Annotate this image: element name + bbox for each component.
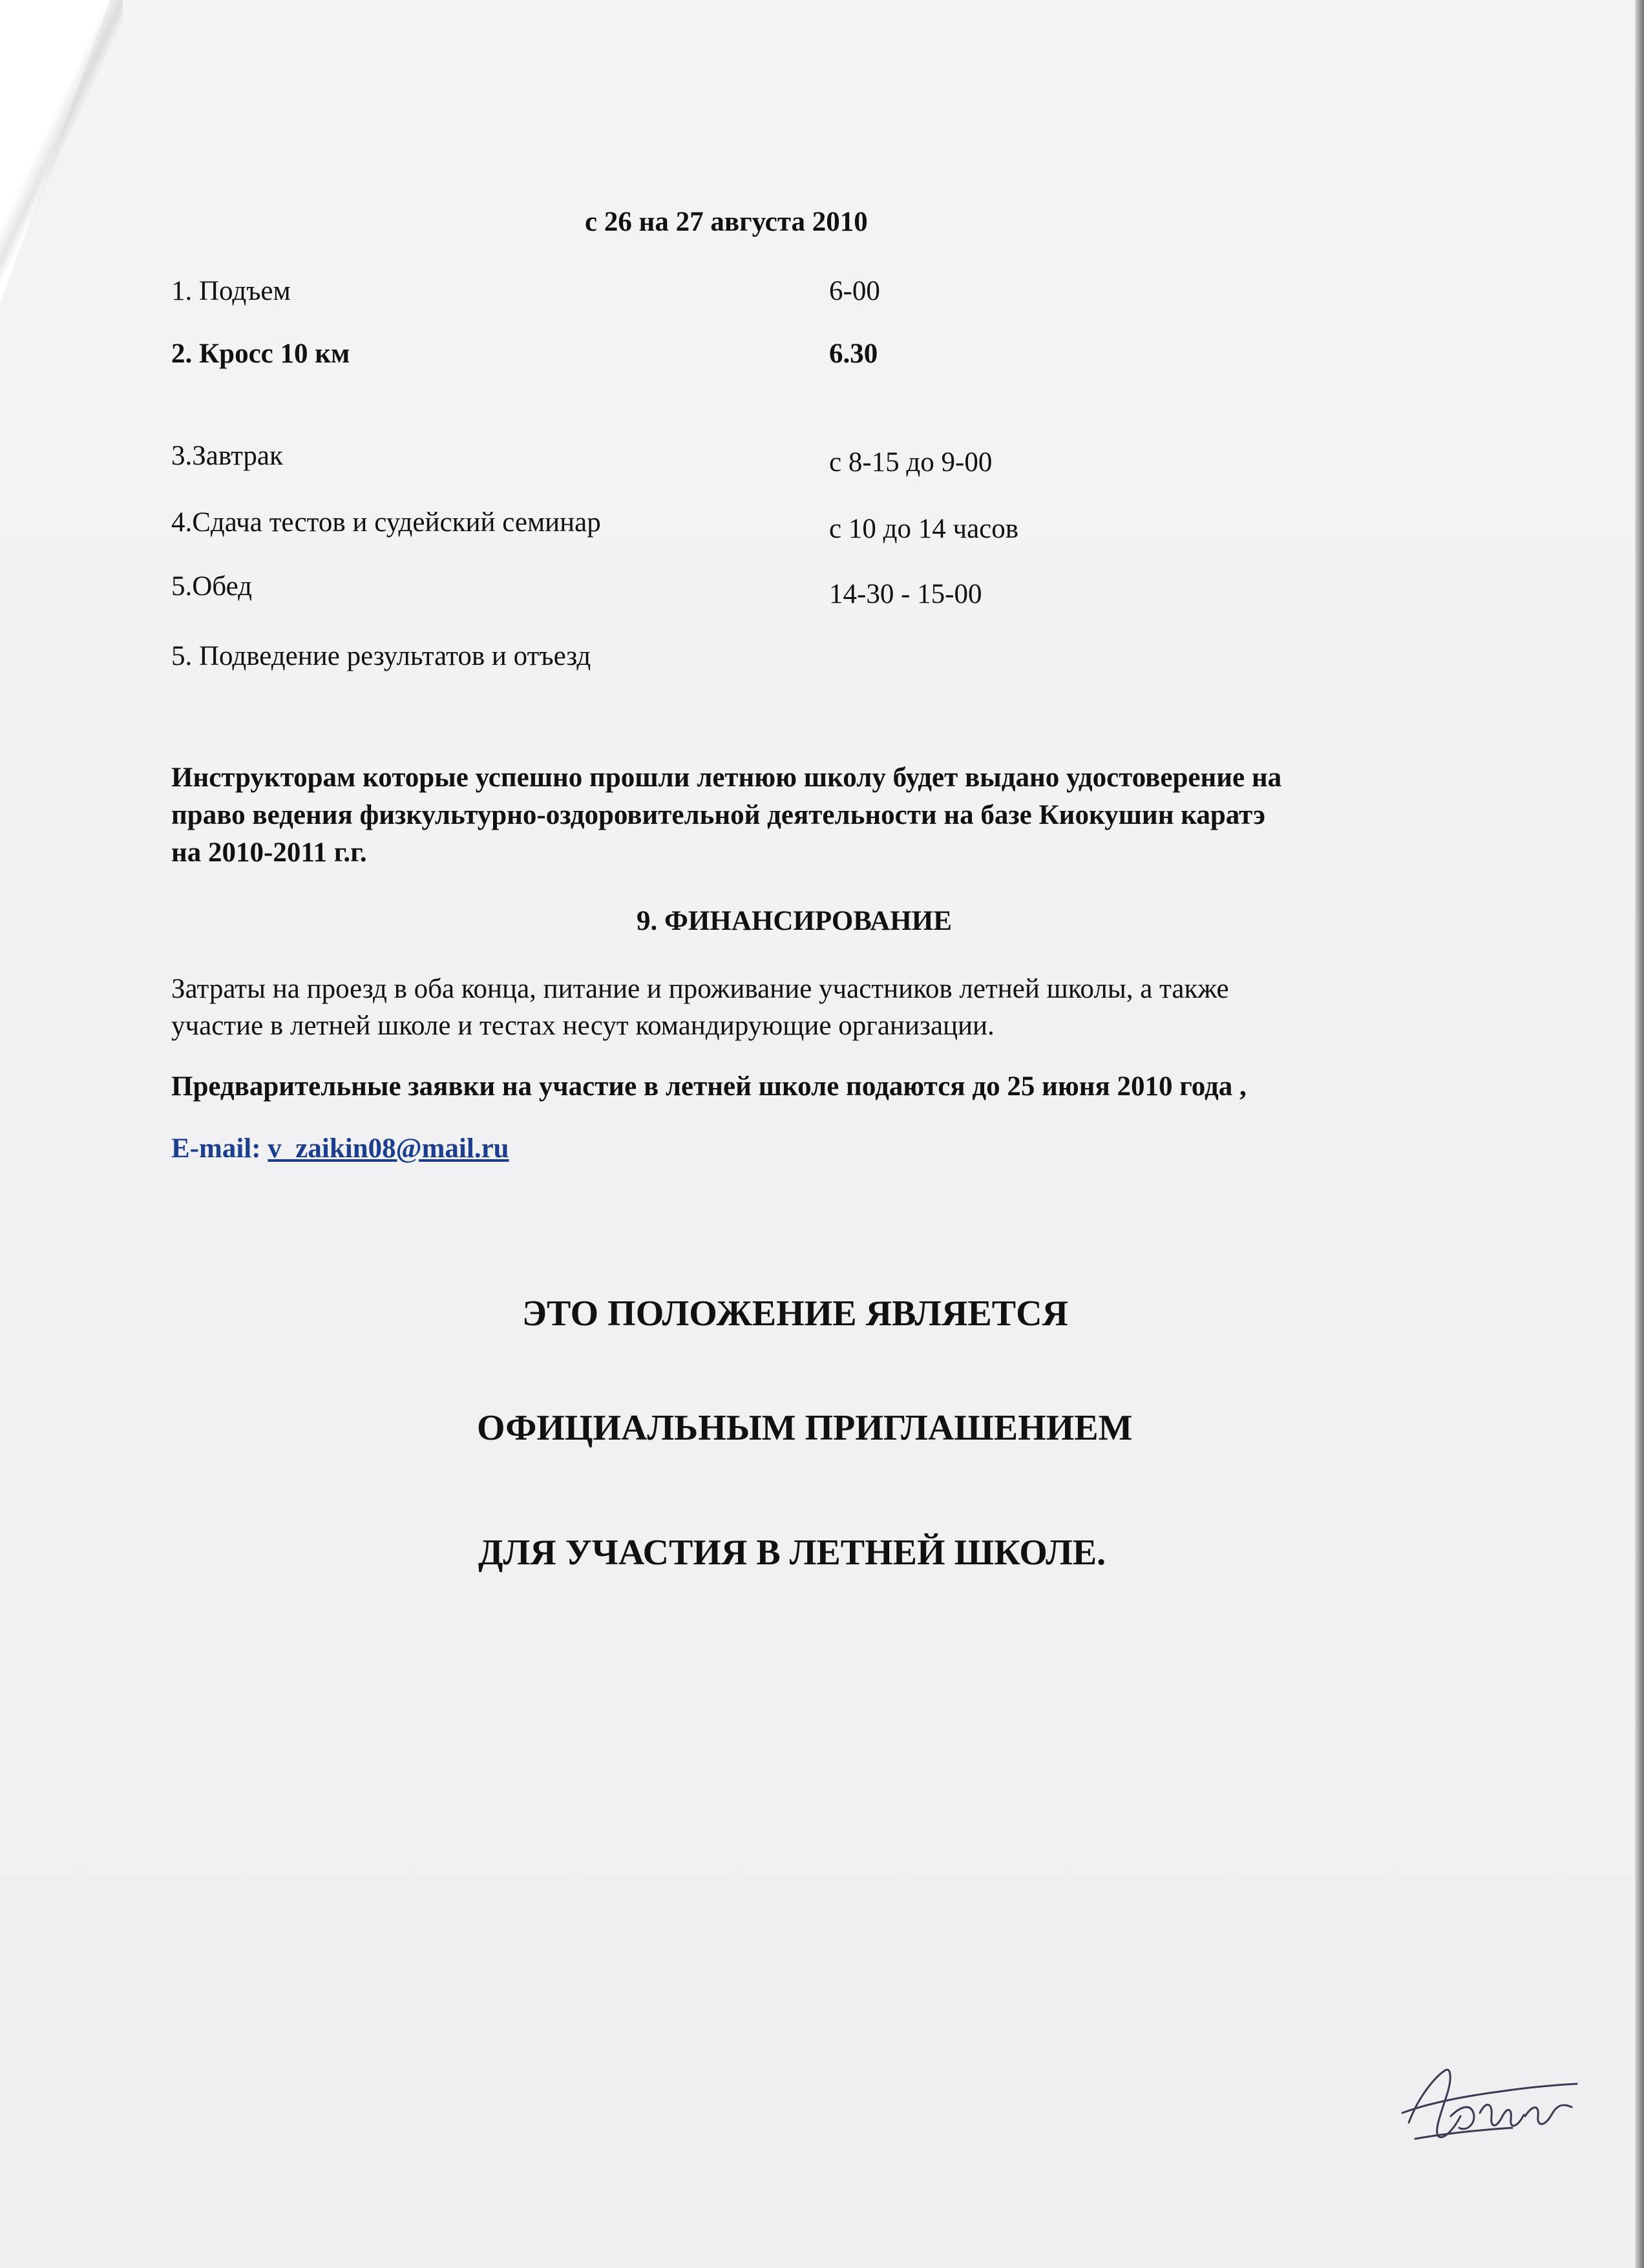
schedule-item-time: с 8-15 до 9-00: [829, 447, 993, 478]
handwritten-signature: [1389, 2052, 1583, 2161]
page-edge-shadow: [1635, 0, 1644, 2268]
corner-shadow: [0, 0, 123, 310]
email-label: E-mail:: [171, 1133, 268, 1164]
schedule-item-label: 1. Подъем: [171, 276, 291, 306]
schedule-item-label: 2. Кросс 10 км: [171, 339, 350, 369]
financing-text-line: участие в летней школе и тестах несут командирующие организации.: [171, 1011, 995, 1041]
applications-deadline: Предварительные заявки на участие в летней школе подаются до 25 июня 2010 года ,: [171, 1071, 1247, 1102]
email-address[interactable]: v_zaikin08@mail.ru: [268, 1133, 509, 1164]
schedule-item-time: 14-30 - 15-00: [829, 579, 982, 609]
schedule-item-time: 6-00: [829, 276, 880, 306]
financing-text-line: Затраты на проезд в оба конца, питание и проживание участников летней школы, а также: [171, 974, 1229, 1004]
schedule-item-time: с 10 до 14 часов: [829, 514, 1019, 544]
certificate-text-line: на 2010-2011 г.г.: [171, 837, 367, 868]
schedule-item-label: 5. Подведение результатов и отъезд: [171, 641, 591, 671]
email-line: [171, 1132, 509, 1166]
schedule-item-time: 6.30: [829, 339, 878, 369]
invitation-line: ЭТО ПОЛОЖЕНИЕ ЯВЛЯЕТСЯ: [522, 1294, 1068, 1334]
invitation-line: ДЛЯ УЧАСТИЯ В ЛЕТНЕЙ ШКОЛЕ.: [478, 1533, 1106, 1573]
schedule-item-label: 3.Завтрак: [171, 441, 283, 471]
certificate-text-line: право ведения физкультурно-оздоровительной деятельности на базе Киокушин каратэ: [171, 800, 1265, 830]
schedule-date-heading: с 26 на 27 августа 2010: [585, 207, 868, 237]
invitation-line: ОФИЦИАЛЬНЫМ ПРИГЛАШЕНИЕМ: [477, 1408, 1133, 1448]
schedule-item-label: 5.Обед: [171, 571, 253, 602]
certificate-text-line: Инструкторам которые успешно прошли летнюю школу будет выдано удостоверение на: [171, 762, 1282, 793]
schedule-item-label: 4.Сдача тестов и судейский семинар: [171, 507, 601, 538]
section-heading-financing: 9. ФИНАНСИРОВАНИЕ: [637, 906, 952, 936]
